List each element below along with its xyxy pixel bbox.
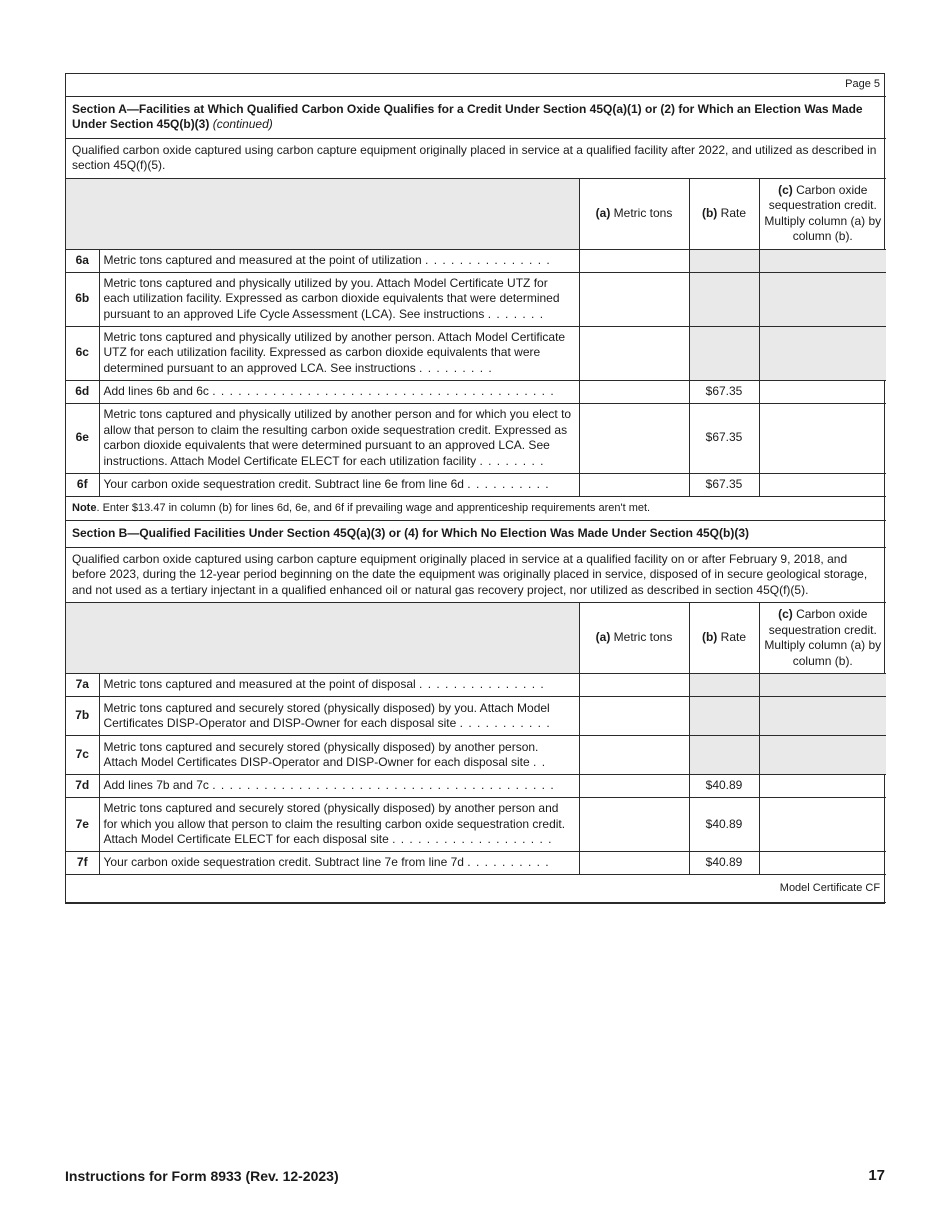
line-number: 6e — [66, 403, 99, 473]
line-7f-col-c-input[interactable] — [759, 852, 886, 875]
page-footer-form-title: Instructions for Form 8933 (Rev. 12-2023) — [65, 1168, 339, 1184]
form-table — [66, 74, 886, 903]
line-6e-col-a-input[interactable] — [579, 403, 689, 473]
line-description: Metric tons captured and measured at the point of disposal . . . . . . . . . . . . . . . — [99, 674, 579, 697]
line-7d-col-a-input[interactable] — [579, 775, 689, 798]
section-b-intro-row — [66, 547, 886, 603]
line-number: 7c — [66, 736, 99, 775]
page-number: 17 — [868, 1167, 885, 1184]
section-a-col-a-header: (a) Metric tons — [579, 178, 689, 249]
page-label-row — [66, 74, 886, 96]
line-number: 7d — [66, 775, 99, 798]
line-6f-rate: $67.35 — [689, 473, 759, 496]
section-a-intro-row — [66, 138, 886, 178]
line-7b-col-c-shaded — [759, 697, 886, 736]
section-b-col-c-header: (c) Carbon oxide sequestration credit. Multiply column (a) by column (b). — [759, 603, 886, 674]
section-a-title-suffix: (continued) — [212, 117, 273, 131]
line-number: 6c — [66, 326, 99, 380]
line-7f-row — [66, 852, 886, 875]
section-b-col-a-header: (a) Metric tons — [579, 603, 689, 674]
line-7f-col-a-input[interactable] — [579, 852, 689, 875]
line-7e-row — [66, 798, 886, 852]
line-7c-col-c-shaded — [759, 736, 886, 775]
line-7e-col-c-input[interactable] — [759, 798, 886, 852]
line-7a-row — [66, 674, 886, 697]
section-a-column-header-row — [66, 178, 886, 249]
form-footer-row — [66, 875, 886, 903]
line-6d-row — [66, 380, 886, 403]
section-a-title — [66, 96, 886, 138]
line-7f-rate: $40.89 — [689, 852, 759, 875]
line-7d-row — [66, 775, 886, 798]
line-description: Add lines 7b and 7c . . . . . . . . . . . . . . . . . . . . . . . . . . . . . . . . . . . . . . . . — [99, 775, 579, 798]
line-description: Metric tons captured and physically utilized by you. Attach Model Certificate UTZ for each utilization facility. Expressed as carbon dioxide equivalents that were determined pursuant to an approved Life Cycle Assessment (LCA). See instructions . . . . . . . — [99, 272, 579, 326]
line-6b-col-c-shaded — [759, 272, 886, 326]
line-6c-col-c-shaded — [759, 326, 886, 380]
line-number: 6a — [66, 249, 99, 272]
line-6d-col-a-input[interactable] — [579, 380, 689, 403]
line-7c-col-b-shaded — [689, 736, 759, 775]
line-description: Your carbon oxide sequestration credit. Subtract line 6e from line 6d . . . . . . . . . . — [99, 473, 579, 496]
line-6e-rate: $67.35 — [689, 403, 759, 473]
line-description: Metric tons captured and securely stored (physically disposed) by another person and for which you allow that person to claim the resulting carbon oxide sequestration credit. Attach Model Certificate ELECT for each disposal site . . . . . . . . . . . . . . . . . . . — [99, 798, 579, 852]
section-a-title-text: Section A—Facilities at Which Qualified Carbon Oxide Qualifies for a Credit Under Section 45Q(a)(1) or (2) for Which an Election Was Made Under Section 45Q(b)(3) — [72, 101, 863, 131]
section-a-title-row — [66, 96, 886, 138]
section-a-col-b-header: (b) Rate — [689, 178, 759, 249]
line-6a-col-a-input[interactable] — [579, 249, 689, 272]
line-6f-row — [66, 473, 886, 496]
section-b-header-blank — [66, 603, 579, 674]
line-number: 7b — [66, 697, 99, 736]
section-b-title-row — [66, 521, 886, 548]
line-description: Metric tons captured and physically utilized by another person. Attach Model Certificate UTZ for each utilization facility. Expressed as carbon dioxide equivalents that were determined pursuant to an approved LCA. See instructions . . . . . . . . . — [99, 326, 579, 380]
line-7a-col-b-shaded — [689, 674, 759, 697]
line-6c-col-b-shaded — [689, 326, 759, 380]
note-text: . Enter $13.47 in column (b) for lines 6d, 6e, and 6f if prevailing wage and apprenticeship requirements aren't met. — [96, 501, 651, 514]
section-a-intro: Qualified carbon oxide captured using carbon capture equipment originally placed in service at a qualified facility after 2022, and utilized as described in section 45Q(f)(5). — [66, 138, 886, 178]
line-6b-row — [66, 272, 886, 326]
line-description: Metric tons captured and measured at the point of utilization . . . . . . . . . . . . . . . — [99, 249, 579, 272]
line-6e-col-c-input[interactable] — [759, 403, 886, 473]
line-7b-col-b-shaded — [689, 697, 759, 736]
line-6a-col-b-shaded — [689, 249, 759, 272]
line-6a-row — [66, 249, 886, 272]
section-a-header-blank — [66, 178, 579, 249]
note-label: Note — [72, 501, 97, 514]
line-6e-row — [66, 403, 886, 473]
line-7c-row — [66, 736, 886, 775]
line-6d-rate: $67.35 — [689, 380, 759, 403]
section-b-col-b-header: (b) Rate — [689, 603, 759, 674]
section-a-col-c-header: (c) Carbon oxide sequestration credit. Multiply column (a) by column (b). — [759, 178, 886, 249]
line-number: 6b — [66, 272, 99, 326]
form-footer-label: Model Certificate CF — [66, 875, 886, 903]
line-7e-col-a-input[interactable] — [579, 798, 689, 852]
line-description: Your carbon oxide sequestration credit. Subtract line 7e from line 7d . . . . . . . . . . — [99, 852, 579, 875]
line-7b-col-a-input[interactable] — [579, 697, 689, 736]
note-row — [66, 496, 886, 521]
line-number: 6f — [66, 473, 99, 496]
line-number: 7a — [66, 674, 99, 697]
line-6f-col-a-input[interactable] — [579, 473, 689, 496]
line-7d-rate: $40.89 — [689, 775, 759, 798]
line-7d-col-c-input[interactable] — [759, 775, 886, 798]
line-6a-col-c-shaded — [759, 249, 886, 272]
line-7e-rate: $40.89 — [689, 798, 759, 852]
line-7b-row — [66, 697, 886, 736]
section-b-title: Section B—Qualified Facilities Under Section 45Q(a)(3) or (4) for Which No Election Was Made Under Section 45Q(b)(3) — [66, 521, 886, 548]
line-7a-col-c-shaded — [759, 674, 886, 697]
line-description: Metric tons captured and physically utilized by another person and for which you elect to allow that person to claim the resulting carbon oxide sequestration credit. Expressed as carbon dioxide equivalents that were determined pursuant to an approved LCA. See instructions. Attach Model Certificate ELECT for each utilization facility . . . . . . . . — [99, 403, 579, 473]
line-number: 6d — [66, 380, 99, 403]
line-description: Metric tons captured and securely stored (physically disposed) by another person. Attach Model Certificates DISP-Operator and DISP-Owner for each disposal site . . — [99, 736, 579, 775]
line-7a-col-a-input[interactable] — [579, 674, 689, 697]
line-number: 7f — [66, 852, 99, 875]
section-b-column-header-row — [66, 603, 886, 674]
line-6b-col-a-input[interactable] — [579, 272, 689, 326]
section-b-intro: Qualified carbon oxide captured using carbon capture equipment originally placed in service at a qualified facility on or after February 9, 2018, and before 2023, during the 12-year period beginning on the date the equipment was originally placed in service, disposed of in secure geological storage, and not used as a tertiary injectant in a qualified enhanced oil or natural gas recovery project, nor utilized as described in section 45Q(f)(5). — [66, 547, 886, 603]
line-6c-col-a-input[interactable] — [579, 326, 689, 380]
line-description: Add lines 6b and 6c . . . . . . . . . . . . . . . . . . . . . . . . . . . . . . . . . . . . . . . . — [99, 380, 579, 403]
page-label: Page 5 — [66, 74, 886, 96]
line-6d-col-c-input[interactable] — [759, 380, 886, 403]
line-number: 7e — [66, 798, 99, 852]
line-6f-col-c-input[interactable] — [759, 473, 886, 496]
line-description: Metric tons captured and securely stored (physically disposed) by you. Attach Model Certificates DISP-Operator and DISP-Owner for each disposal site . . . . . . . . . . . — [99, 697, 579, 736]
model-certificate-form — [65, 73, 885, 904]
line-6c-row — [66, 326, 886, 380]
line-6b-col-b-shaded — [689, 272, 759, 326]
note — [66, 496, 886, 521]
line-7c-col-a-input[interactable] — [579, 736, 689, 775]
